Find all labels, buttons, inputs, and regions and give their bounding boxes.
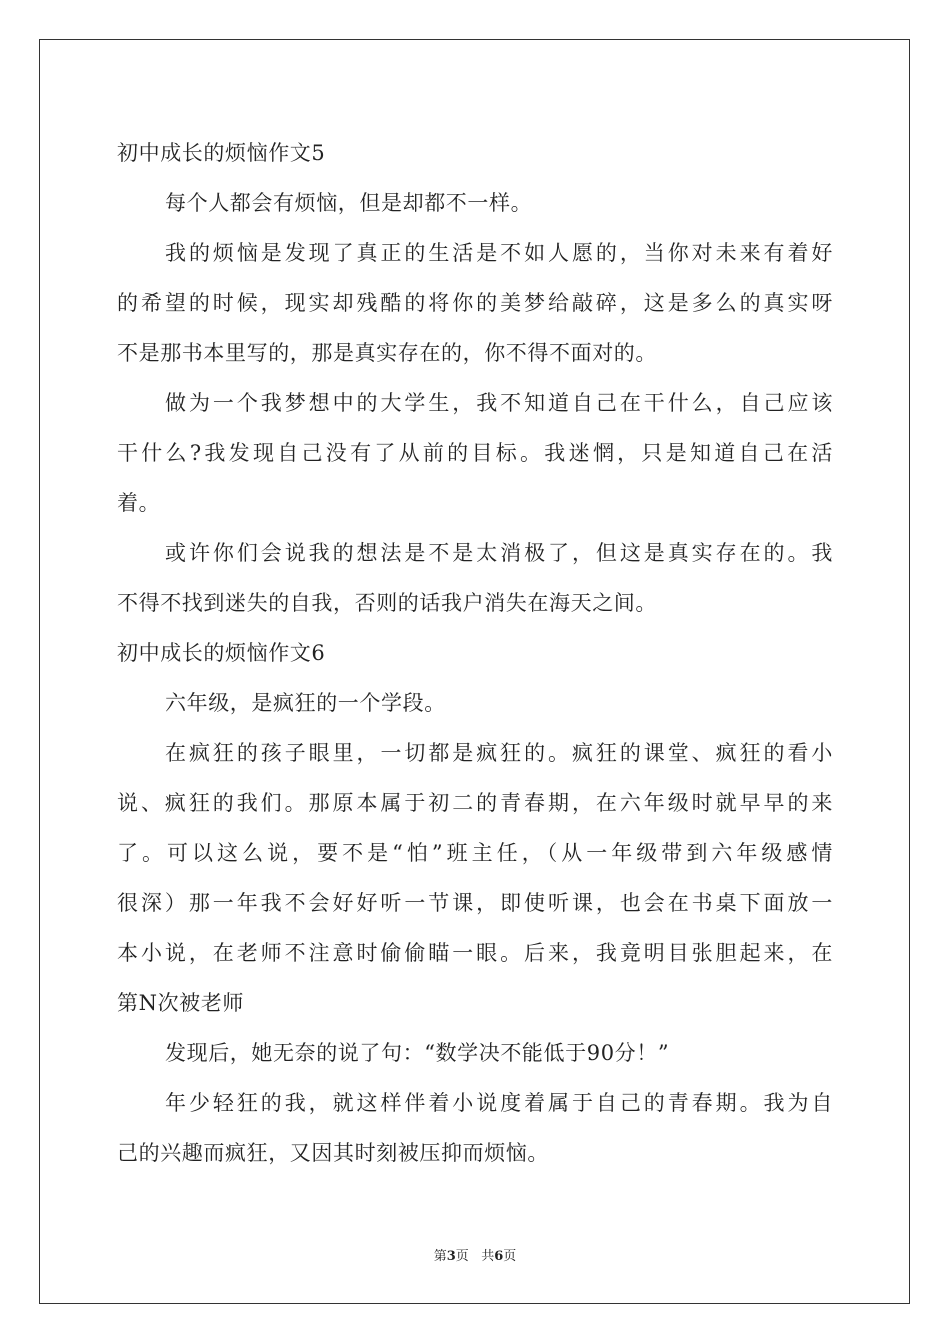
- paragraph-line: 的希望的时候，现实却残酷的将你的美梦给敲碎，这是多么的真实呀: [117, 291, 833, 315]
- page-label-prefix: 第: [433, 1249, 447, 1264]
- current-page-number: 3: [446, 1249, 456, 1264]
- document-body: [117, 128, 833, 1178]
- paragraph-line: 着。: [117, 491, 161, 515]
- paragraph-line: 了。可以这么说，要不是“怕”班主任，（从一年级带到六年级感情: [117, 841, 833, 865]
- paragraph-line: 在疯狂的孩子眼里，一切都是疯狂的。疯狂的课堂、疯狂的看小: [165, 741, 833, 765]
- paragraph-line: 做为一个我梦想中的大学生，我不知道自己在干什么，自己应该: [165, 391, 833, 415]
- paragraph-line: 不得不找到迷失的自我，否则的话我户消失在海天之间。: [117, 591, 657, 615]
- total-page-number: 6: [494, 1249, 504, 1264]
- section-heading: 初中成长的烦恼作文6: [117, 641, 326, 665]
- paragraph-line: 每个人都会有烦恼，但是却都不一样。: [165, 191, 533, 215]
- paragraph-line: 第N次被老师: [117, 991, 244, 1015]
- paragraph-line: 本小说，在老师不注意时偷偷瞄一眼。后来，我竟明目张胆起来，在: [117, 941, 833, 965]
- paragraph-line: 不是那书本里写的，那是真实存在的，你不得不面对的。: [117, 341, 657, 365]
- section-heading: 初中成长的烦恼作文5: [117, 141, 326, 165]
- paragraph-line: 很深）那一年我不会好好听一节课，即使听课，也会在书桌下面放一: [117, 891, 833, 915]
- paragraph-line: 六年级，是疯狂的一个学段。: [165, 691, 446, 715]
- paragraph-line: 干什么?我发现自己没有了从前的目标。我迷惘，只是知道自己在活: [117, 441, 833, 465]
- paragraph-line: 己的兴趣而疯狂，又因其时刻被压抑而烦恼。: [117, 1141, 549, 1165]
- paragraph-line: 我的烦恼是发现了真正的生活是不如人愿的，当你对未来有着好: [165, 241, 833, 265]
- paragraph-line: 或许你们会说我的想法是不是太消极了，但这是真实存在的。我: [165, 541, 833, 565]
- paragraph-line: 说、疯狂的我们。那原本属于初二的青春期，在六年级时就早早的来: [117, 791, 833, 815]
- total-label-prefix: 共: [481, 1249, 495, 1264]
- page-footer: [0, 1245, 950, 1264]
- total-label-suffix: 页: [503, 1249, 517, 1264]
- page-label-suffix: 页: [455, 1249, 469, 1264]
- paragraph-line: 年少轻狂的我，就这样伴着小说度着属于自己的青春期。我为自: [165, 1091, 833, 1115]
- paragraph-line: 发现后，她无奈的说了句：“数学决不能低于90分！”: [165, 1041, 670, 1065]
